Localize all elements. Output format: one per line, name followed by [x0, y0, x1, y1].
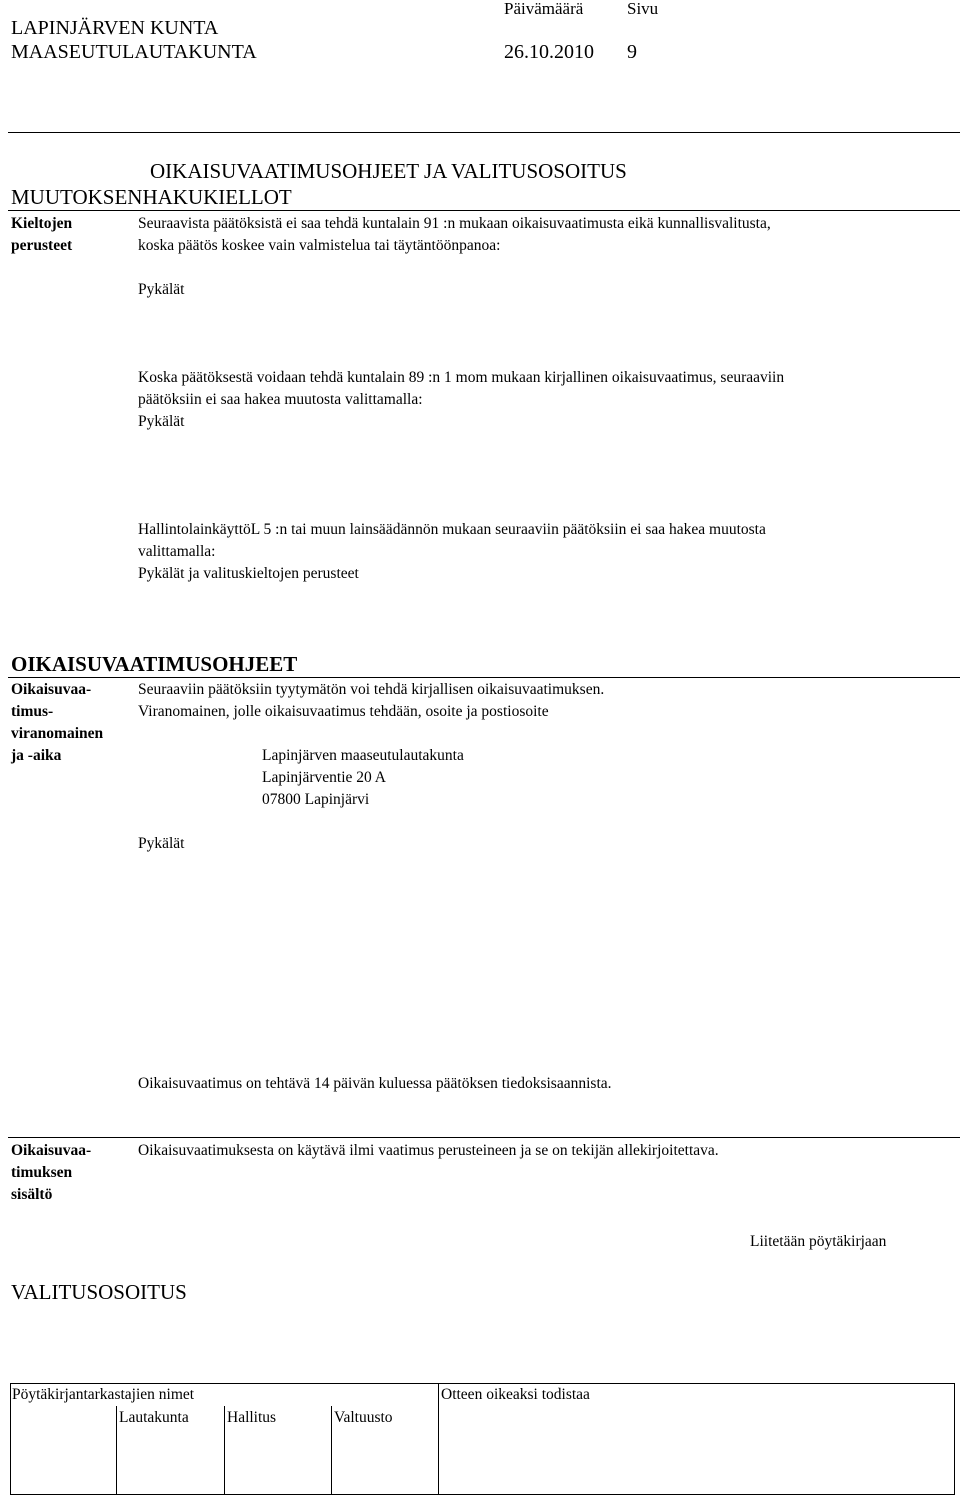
pykalat-label: Pykälät	[138, 281, 185, 298]
section-rule	[8, 1137, 960, 1138]
side-label: timuksen	[11, 1164, 73, 1181]
deadline-text: Oikaisuvaatimus on tehtävä 14 päivän kuluessa päätöksen tiedoksisaannista.	[138, 1075, 612, 1092]
date-label: Päivämäärä	[504, 0, 584, 18]
authority-street: Lapinjärventie 20 A	[262, 769, 386, 786]
section-rule	[8, 210, 960, 211]
page-label: Sivu	[627, 0, 659, 18]
box-divider	[224, 1406, 225, 1495]
section-heading-oikaisuvaatimusohjeet: OIKAISUVAATIMUSOHJEET	[11, 652, 298, 676]
box-divider	[116, 1406, 117, 1495]
paragraph-line: valittamalla:	[138, 543, 216, 560]
side-label: Oikaisuvaa-	[11, 681, 92, 698]
document-title: OIKAISUVAATIMUSOHJEET JA VALITUSOSOITUS	[150, 159, 627, 183]
pykalat-label: Pykälät	[138, 413, 185, 430]
section-rule	[8, 677, 960, 678]
side-label: ja -aika	[11, 747, 62, 764]
paragraph-line: Seuraaviin päätöksiin tyytymätön voi tehdä kirjallisen oikaisuvaatimuksen.	[138, 681, 605, 698]
page-number: 9	[627, 41, 637, 63]
side-label: sisältö	[11, 1186, 53, 1203]
box-divider	[438, 1383, 439, 1495]
side-label: Kieltojen	[11, 215, 73, 232]
org-name: LAPINJÄRVEN KUNTA	[11, 17, 219, 39]
paragraph-line: Viranomainen, jolle oikaisuvaatimus tehdään, osoite ja postiosoite	[138, 703, 549, 720]
committee-name: MAASEUTULAUTAKUNTA	[11, 41, 257, 63]
col-valtuusto: Valtuusto	[334, 1409, 393, 1426]
col-lautakunta: Lautakunta	[119, 1409, 189, 1426]
side-label: timus-	[11, 703, 54, 720]
side-label: viranomainen	[11, 725, 104, 742]
inspectors-label: Pöytäkirjantarkastajien nimet	[12, 1386, 195, 1403]
header-rule	[8, 132, 960, 133]
document-date: 26.10.2010	[504, 41, 594, 63]
paragraph-line: Seuraavista päätöksistä ei saa tehdä kuntalain 91 :n mukaan oikaisuvaatimusta eikä kunnallisvalitusta,	[138, 215, 771, 232]
authority-name: Lapinjärven maaseutulautakunta	[262, 747, 464, 764]
side-label: Oikaisuvaa-	[11, 1142, 92, 1159]
pykalat-label: Pykälät	[138, 835, 185, 852]
side-label: perusteet	[11, 237, 73, 254]
authority-postal: 07800 Lapinjärvi	[262, 791, 370, 808]
copy-certified-label: Otteen oikeaksi todistaa	[441, 1386, 590, 1403]
col-hallitus: Hallitus	[227, 1409, 277, 1426]
pykalat-label: Pykälät ja valituskieltojen perusteet	[138, 565, 359, 582]
box-divider	[331, 1406, 332, 1495]
content-requirement-text: Oikaisuvaatimuksesta on käytävä ilmi vaatimus perusteineen ja se on tekijän allekirjoitettava.	[138, 1142, 719, 1159]
paragraph-line: päätöksiin ei saa hakea muutosta valittamalla:	[138, 391, 423, 408]
attach-note: Liitetään pöytäkirjaan	[750, 1233, 887, 1250]
section-heading-muutoksenhakukiellot: MUUTOKSENHAKUKIELLOT	[11, 185, 292, 209]
paragraph-line: koska päätös koskee vain valmistelua tai täytäntöönpanoa:	[138, 237, 501, 254]
paragraph-line: HallintolainkäyttöL 5 :n tai muun lainsäädännön mukaan seuraaviin päätöksiin ei saa hakea muutosta	[138, 521, 766, 538]
paragraph-line: Koska päätöksestä voidaan tehdä kuntalain 89 :n 1 mom mukaan kirjallinen oikaisuvaatimus, seuraaviin	[138, 369, 785, 386]
section-heading-valitusosoitus: VALITUSOSOITUS	[11, 1280, 187, 1304]
